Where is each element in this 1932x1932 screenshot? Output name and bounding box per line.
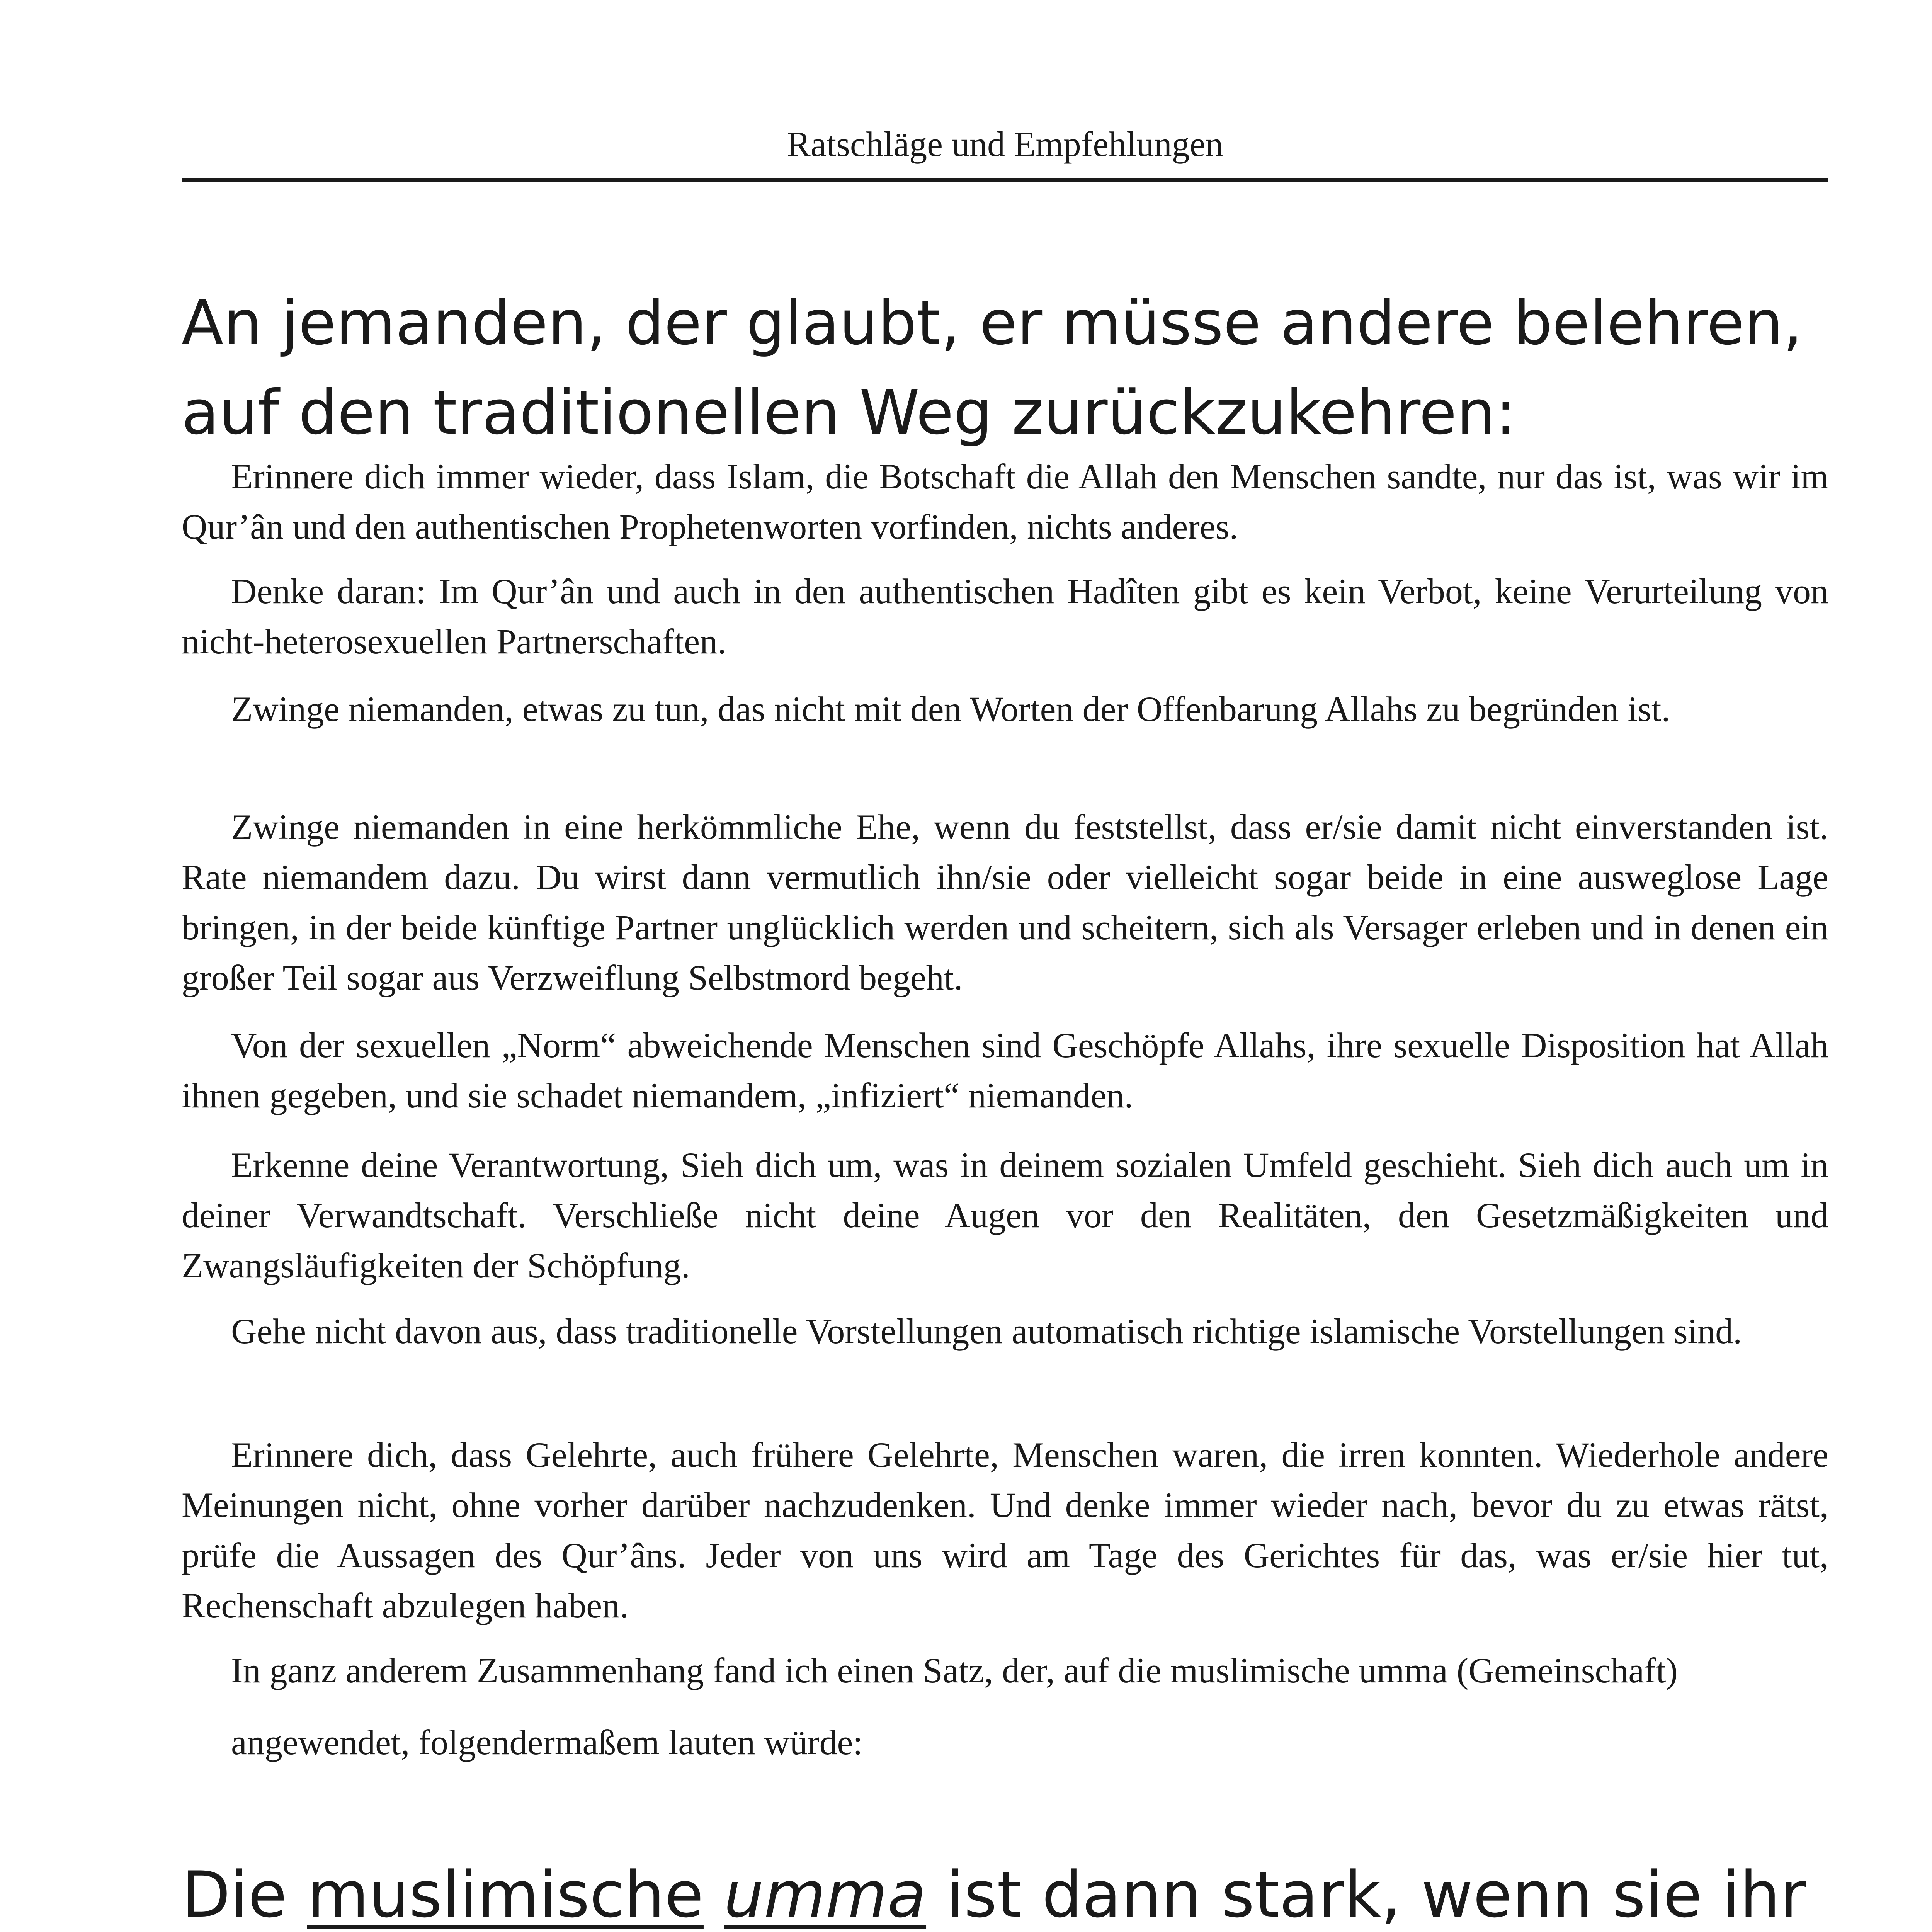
paragraph-4: Zwinge niemanden in eine herkömmliche Ehe, wenn du feststellst, dass er/sie damit nicht einverstanden ist. Rate niemandem dazu. Du wirst dann vermutlich ihn/sie oder vielleicht sogar beide in eine ausweglose Lage bringen, in der beide künftige Partner unglücklich werden und scheitern, sich als Versager erleben und in denen ein großer Teil sogar aus Verzweiflung Selbstmord begeht. <box>182 807 1828 997</box>
paragraph-7: Gehe nicht davon aus, dass traditionelle Vorstellungen automatisch richtige islamische Vorstellungen sind. <box>231 1311 1742 1351</box>
paragraph-10: angewendet, folgendermaßem lauten würde: <box>231 1723 863 1762</box>
running-head: Ratschläge und Empfehlungen <box>787 124 1223 164</box>
paragraph-2: Denke daran: Im Qur’ân und auch in den authentischen Hadîten gibt es kein Verbot, keine Verurteilung von nicht-heterosexuellen Partnerschaften. <box>182 571 1828 661</box>
section-heading: An jemanden, der glaubt, er müsse andere belehren, auf den traditionellen Weg zurückzukehren: <box>182 287 1803 448</box>
paragraph-9: In ganz anderem Zusammenhang fand ich einen Satz, der, auf die muslimische umma (Gemeinschaft) <box>231 1651 1678 1690</box>
quote-underlined-word: muslimische <box>307 1858 704 1932</box>
paragraph-1: Erinnere dich immer wieder, dass Islam, die Botschaft die Allah den Menschen sandte, nur das ist, was wir im Qur’ân und den authentischen Prophetenworten vorfinden, nichts anderes. <box>182 457 1828 546</box>
quote-lead: Die <box>182 1858 307 1932</box>
quote-space <box>704 1858 724 1932</box>
quote-rest: ist dann stark, wenn sie ihr <box>946 1858 1806 1932</box>
paragraph-8: Erinnere dich, dass Gelehrte, auch frühere Gelehrte, Menschen waren, die irren konnten. Wiederhole andere Meinungen nicht, ohne vorher darüber nachzudenken. Und denke immer wieder nach, bevor du zu etwas rätst, prüfe die Aussagen des Qur’âns. Jeder von uns wird am Tage des Gerichtes für das, was er/sie hier tut, Rechenschaft abzulegen haben. <box>182 1435 1828 1625</box>
paragraph-5: Von der sexuellen „Norm“ abweichende Menschen sind Geschöpfe Allahs, ihre sexuelle Disposition hat Allah ihnen gegeben, und sie schadet niemandem, „infiziert“ niemanden. <box>182 1026 1828 1115</box>
paragraph-6: Erkenne deine Verantwortung, Sieh dich um, was in deinem sozialen Umfeld geschieht. Sieh dich auch um in deiner Verwandtschaft. Verschließe nicht deine Augen vor den Realitäten, den Gesetzmäßigkeiten und Zwangsläufigkeiten der Schöpfung. <box>182 1145 1828 1285</box>
highlighted-quote <box>182 1849 1828 1932</box>
header-rule <box>182 178 1828 182</box>
paragraph-3: Zwinge niemanden, etwas zu tun, das nicht mit den Worten der Offenbarung Allahs zu begründen ist. <box>231 689 1670 729</box>
quote-italic-word: umma <box>724 1858 927 1932</box>
